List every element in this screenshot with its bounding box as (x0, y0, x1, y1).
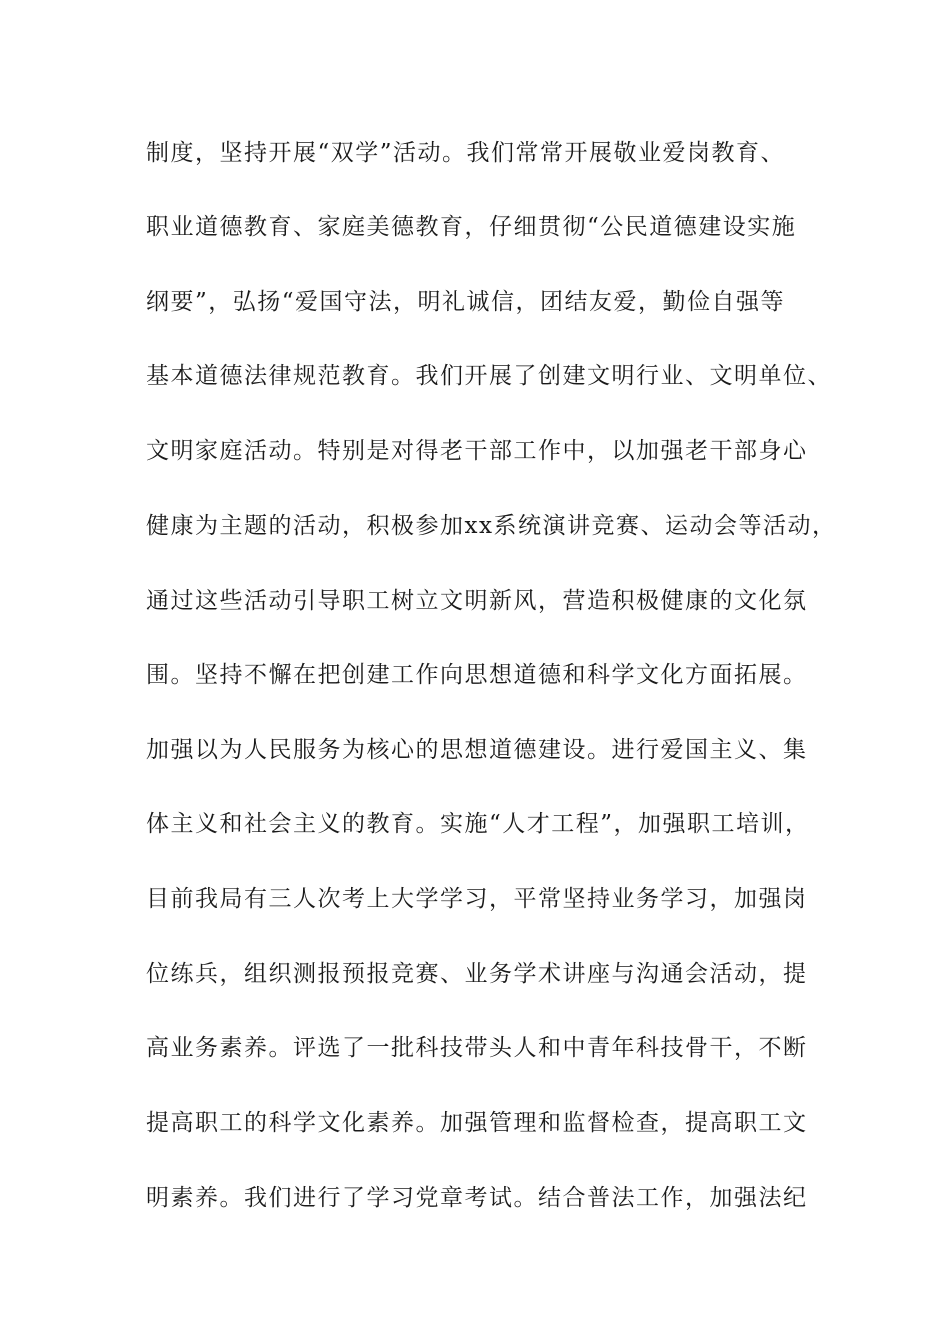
text-line: 位练兵，组织测报预报竞赛、业务学术讲座与沟通会活动，提 (146, 961, 808, 987)
text-line: 基本道德法律规范教育。我们开展了创建文明行业、文明单位、 (146, 363, 832, 389)
text-line: 制度，坚持开展“双学”活动。我们常常开展敬业爱岗教育、 (146, 140, 786, 166)
text-line: 提高职工的科学文化素养。加强管理和监督检查，提高职工文 (146, 1110, 808, 1136)
text-line: 加强以为人民服务为核心的思想道德建设。进行爱国主义、集 (146, 737, 808, 763)
text-line: 通过这些活动引导职工树立文明新风，营造积极健康的文化氛 (146, 588, 808, 614)
text-line: 明素养。我们进行了学习党章考试。结合普法工作，加强法纪 (146, 1185, 808, 1211)
text-line: 围。坚持不懈在把创建工作向思想道德和科学文化方面拓展。 (146, 662, 808, 688)
text-line: 体主义和社会主义的教育。实施“人才工程”，加强职工培训， (146, 811, 810, 837)
text-line: 健康为主题的活动，积极参加xx系统演讲竞赛、运动会等活动， (146, 513, 837, 539)
text-line: 目前我局有三人次考上大学学习，平常坚持业务学习，加强岗 (146, 886, 808, 912)
text-line: 纲要”，弘扬“爱国守法，明礼诚信，团结友爱，勤俭自强等 (146, 289, 786, 315)
text-line: 职业道德教育、家庭美德教育，仔细贯彻“公民道德建设实施 (146, 214, 797, 240)
text-line: 高业务素养。评选了一批科技带头人和中青年科技骨干，不断 (146, 1035, 808, 1061)
text-line: 文明家庭活动。特别是对得老干部工作中，以加强老干部身心 (146, 438, 808, 464)
